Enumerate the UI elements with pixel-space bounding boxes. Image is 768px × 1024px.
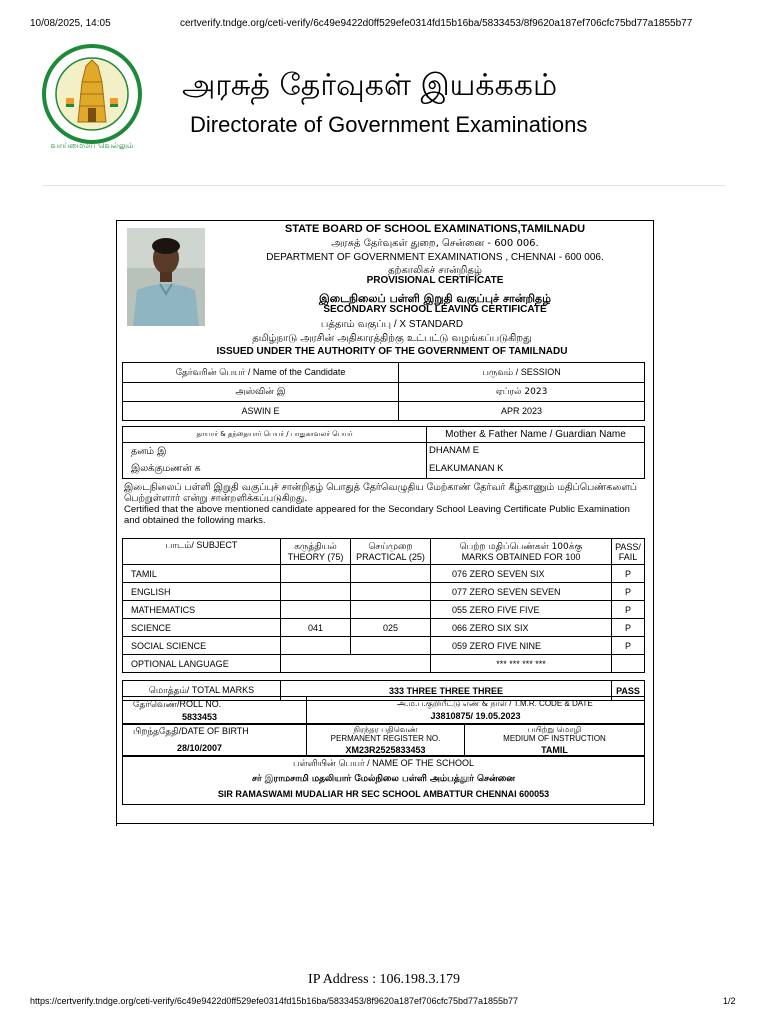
board-name: STATE BOARD OF SCHOOL EXAMINATIONS,TAMILNADU bbox=[284, 223, 586, 235]
total-value: 333 THREE THREE THREE bbox=[281, 681, 612, 701]
obtained-cell: 076 ZERO SEVEN SIX bbox=[431, 565, 612, 583]
page-number: 1/2 bbox=[723, 996, 736, 1006]
medium-of-instruction: TAMIL bbox=[541, 745, 568, 755]
standard-line bbox=[122, 319, 662, 331]
session-header: பருவம் / SESSION bbox=[399, 363, 645, 383]
board-name-tamil: அரசுத் தேர்வுகள் துறை, சென்னை - 600 006. bbox=[331, 238, 539, 249]
print-datetime: 10/08/2025, 14:05 bbox=[30, 18, 111, 29]
obtained-cell: 077 ZERO SEVEN SEVEN bbox=[431, 583, 612, 601]
sslc-title-tamil: இடைநிலைப் பள்ளி இறுதி வகுப்புச் சான்றிதழ் bbox=[319, 292, 551, 305]
medium-cell: பயிற்று மொழி MEDIUM OF INSTRUCTION TAMIL bbox=[465, 724, 645, 757]
total-label: மொத்தம்/ TOTAL MARKS bbox=[123, 681, 281, 701]
print-url: certverify.tndge.org/ceti-verify/6c49e9422d0ff529efe0314fd15b16ba/5833453/8f9620a187ef706cfc75bd77a1855b77 bbox=[180, 18, 693, 29]
subject-cell: MATHEMATICS bbox=[123, 601, 281, 619]
tn-emblem-logo bbox=[42, 42, 142, 152]
certification-text-tamil: இடைநிலைப் பள்ளி இறுதி வகுப்புச் சான்றிதழ் பொதுத் தேர்வெழுதிய மேற்காண் தேர்வர் கீழ்காணும் மதிப்பெண்களைப் பெற்றுள்ளார் என்று சான்றளிக்கப்படுகிறது. bbox=[124, 482, 637, 504]
obtained-cell: 066 ZERO SIX SIX bbox=[431, 619, 612, 637]
tmr-value: J3810875/ 19.05.2023 bbox=[430, 711, 521, 721]
result-cell: P bbox=[612, 583, 645, 601]
table-row bbox=[123, 637, 645, 655]
practical-cell bbox=[351, 637, 431, 655]
session-tamil: ஏப்ரல் 2023 bbox=[399, 383, 645, 402]
issued-authority: ISSUED UNDER THE AUTHORITY OF THE GOVERNMENT OF TAMILNADU bbox=[216, 346, 568, 357]
theory-cell bbox=[281, 637, 351, 655]
parents-names-tamil bbox=[123, 443, 427, 479]
candidate-name-tamil: அஸ்வின் இ bbox=[123, 383, 399, 402]
candidate-photo bbox=[127, 228, 205, 326]
school-name: SIR RAMASWAMI MUDALIAR HR SEC SCHOOL AMBATTUR CHENNAI 600053 bbox=[217, 789, 550, 799]
marks-header-subject: பாடம்/ SUBJECT bbox=[123, 539, 281, 565]
theory-cell: 041 bbox=[281, 619, 351, 637]
practical-cell bbox=[351, 601, 431, 619]
total-result: PASS bbox=[612, 681, 645, 701]
certification-text: Certified that the above mentioned candidate appeared for the Secondary School Leaving Certificate Public Examination and obtained the following marks. bbox=[124, 504, 630, 526]
theory-cell bbox=[281, 565, 351, 583]
certificate-bottom-rule bbox=[116, 823, 654, 824]
practical-cell bbox=[351, 583, 431, 601]
session-value: APR 2023 bbox=[399, 402, 645, 421]
mother-name: DHANAM E bbox=[429, 445, 480, 456]
subject-cell: SCIENCE bbox=[123, 619, 281, 637]
table-row bbox=[123, 601, 645, 619]
ip-address: IP Address : 106.198.3.179 bbox=[308, 972, 460, 987]
directorate-title-english: Directorate of Government Examinations bbox=[190, 112, 588, 137]
subject-cell: TAMIL bbox=[123, 565, 281, 583]
result-cell: P bbox=[612, 637, 645, 655]
dob-cell: பிறந்ததேதி/DATE OF BIRTH 28/10/2007 bbox=[123, 724, 307, 757]
provisional-title: PROVISIONAL CERTIFICATE bbox=[366, 275, 504, 286]
dob-prn-medium-table bbox=[122, 723, 645, 757]
sslc-title: SECONDARY SCHOOL LEAVING CERTIFICATE bbox=[323, 304, 547, 315]
marks-header-practical: செய்முறை PRACTICAL (25) bbox=[351, 539, 431, 565]
permanent-register-no: XM23R2525833453 bbox=[345, 745, 426, 755]
name-header: தேர்வரின் பெயர் / Name of the Candidate bbox=[123, 363, 399, 383]
roll-number: 5833453 bbox=[182, 712, 218, 722]
father-name: ELAKUMANAN K bbox=[429, 463, 504, 474]
table-row bbox=[123, 565, 645, 583]
standard-tamil: பத்தாம் வகுப்பு bbox=[320, 319, 392, 330]
parents-header: Mother & Father Name / Guardian Name bbox=[427, 427, 645, 443]
subject-cell: ENGLISH bbox=[123, 583, 281, 601]
father-name-tamil: இலக்குமணன் க bbox=[131, 463, 201, 474]
result-cell bbox=[612, 655, 645, 673]
provisional-title-tamil: தற்காலிகச் சான்றிதழ் bbox=[388, 265, 482, 276]
theory-cell bbox=[281, 601, 351, 619]
parents-names bbox=[427, 443, 645, 479]
tmr-cell: அ.ம.ப.குறியீட்டு எண் & நாள் / T.M.R. CODE & DATE J3810875/ 19.05.2023 bbox=[307, 697, 645, 725]
roll-tmr-table bbox=[122, 696, 645, 725]
candidate-table bbox=[122, 362, 645, 421]
theory-practical-cell bbox=[281, 655, 431, 673]
roll-number-cell: தேர்வெண்/ROLL NO. 5833453 bbox=[123, 697, 307, 725]
marks-spacer bbox=[123, 673, 645, 681]
school-table bbox=[122, 755, 645, 805]
subject-cell: OPTIONAL LANGUAGE bbox=[123, 655, 281, 673]
directorate-title-tamil: அரசுத் தேர்வுகள் இயக்ககம் bbox=[182, 68, 558, 103]
mother-name-tamil: தனம் இ bbox=[131, 446, 167, 457]
result-cell: P bbox=[612, 565, 645, 583]
obtained-cell: *** *** *** *** bbox=[431, 655, 612, 673]
date-of-birth: 28/10/2007 bbox=[177, 743, 223, 753]
marks-header-result: PASS/ FAIL bbox=[612, 539, 645, 565]
obtained-cell: 059 ZERO FIVE NINE bbox=[431, 637, 612, 655]
obtained-cell: 055 ZERO FIVE FIVE bbox=[431, 601, 612, 619]
theory-cell bbox=[281, 583, 351, 601]
table-row bbox=[123, 619, 645, 637]
parents-table bbox=[122, 426, 645, 479]
standard-english: / X STANDARD bbox=[391, 319, 464, 330]
school-cell: பள்ளியின் பெயர் / NAME OF THE SCHOOL சர் இராமசாமி மதலியார் மேல்நிலை பள்ளி அம்பத்தூர் சென்னை SIR RAMASWAMI MUDALIAR HR SEC SCHOOL AMBATTUR CHENNAI 600053 bbox=[123, 756, 645, 805]
print-footer-url: https://certverify.tndge.org/ceti-verify/6c49e9422d0ff529efe0314fd15b16ba/5833453/8f9620a187ef706cfc75bd77a1855b77 bbox=[30, 996, 519, 1006]
certification-statement bbox=[124, 482, 644, 526]
practical-cell: 025 bbox=[351, 619, 431, 637]
school-name-tamil: சர் இராமசாமி மதலியார் மேல்நிலை பள்ளி அம்பத்தூர் சென்னை bbox=[251, 774, 516, 784]
subject-cell: SOCIAL SCIENCE bbox=[123, 637, 281, 655]
marks-header-theory: கருத்தியல் THEORY (75) bbox=[281, 539, 351, 565]
candidate-name: ASWIN E bbox=[123, 402, 399, 421]
issued-authority-tamil: தமிழ்நாடு அரசின் அதிகாரத்திற்கு உட்பட்டு வழங்கப்படுகிறது bbox=[252, 333, 532, 344]
department-name: DEPARTMENT OF GOVERNMENT EXAMINATIONS , CHENNAI - 600 006. bbox=[266, 252, 604, 263]
result-cell: P bbox=[612, 619, 645, 637]
practical-cell bbox=[351, 565, 431, 583]
svg-text:வாய்மையே வெல்லும்: வாய்மையே வெல்லும் bbox=[50, 141, 134, 150]
result-cell: P bbox=[612, 601, 645, 619]
prn-cell: நிரந்தர பதிவெண் PERMANENT REGISTER NO. XM23R2525833453 bbox=[307, 724, 465, 757]
marks-table bbox=[122, 538, 645, 701]
parents-header-tamil: தாயார் & தந்தையார் பெயர் / பாதுகாவலர் பெயர் bbox=[123, 427, 427, 443]
table-row bbox=[123, 655, 645, 673]
header-divider bbox=[42, 185, 726, 186]
marks-header-obtained: பெற்ற மதிப்பெண்கள் 100க்கு MARKS OBTAINED FOR 100 bbox=[431, 539, 612, 565]
table-row bbox=[123, 583, 645, 601]
